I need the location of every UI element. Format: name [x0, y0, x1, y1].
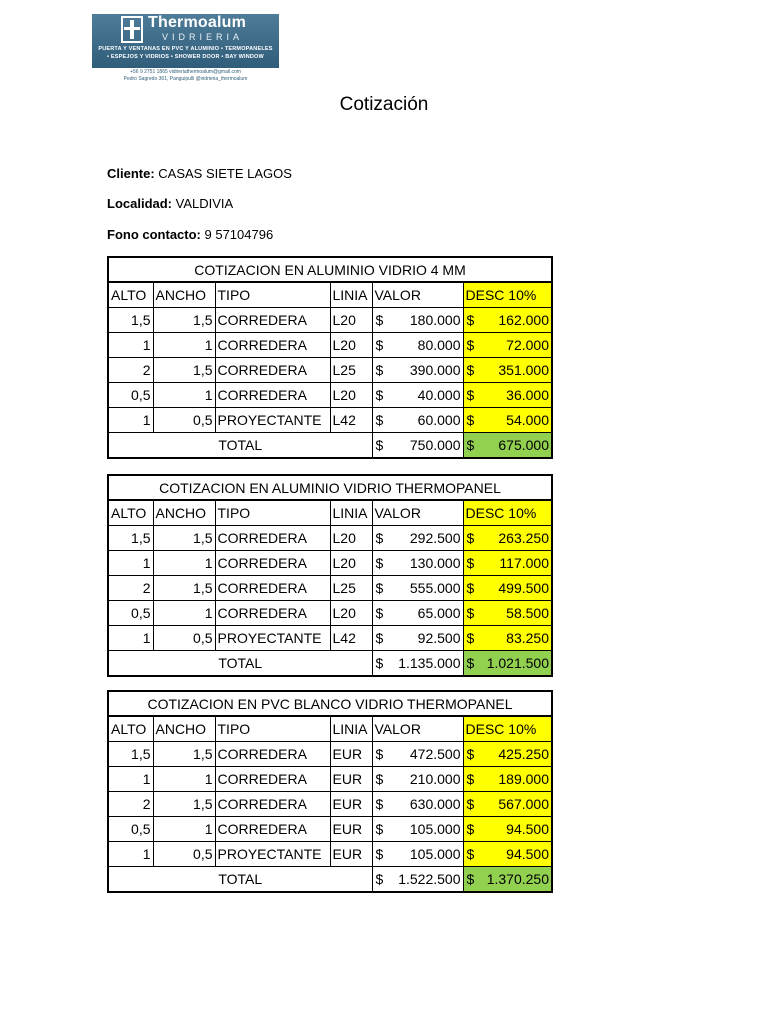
valor-cell	[372, 601, 463, 626]
amount: 58.500	[506, 605, 549, 621]
table-row	[108, 626, 552, 651]
amount: 499.500	[498, 580, 549, 596]
total-valor-cell	[372, 651, 463, 677]
currency-symbol: $	[375, 871, 384, 887]
tipo-cell: CORREDERA	[215, 308, 330, 333]
column-header: DESC 10%	[463, 500, 552, 526]
ancho-cell: 1,5	[153, 358, 215, 383]
tipo-cell: CORREDERA	[215, 551, 330, 576]
alto-cell: 2	[108, 576, 153, 601]
table-row	[108, 742, 552, 767]
amount: 40.000	[417, 387, 461, 403]
tipo-cell: CORREDERA	[215, 817, 330, 842]
logo-subtitle: VIDRIERIA	[162, 32, 244, 42]
column-header: ALTO	[108, 282, 153, 308]
alto-cell: 1	[108, 842, 153, 867]
ancho-cell: 1	[153, 817, 215, 842]
currency-symbol: $	[375, 746, 384, 762]
tipo-cell: CORREDERA	[215, 526, 330, 551]
discount-cell	[463, 551, 552, 576]
valor-cell	[372, 742, 463, 767]
currency-symbol: $	[466, 796, 475, 812]
total-row	[108, 433, 552, 459]
amount: 472.500	[409, 746, 461, 762]
column-header: LINIA	[330, 500, 372, 526]
table-row	[108, 551, 552, 576]
column-header: VALOR	[372, 282, 463, 308]
alto-cell: 1,5	[108, 308, 153, 333]
amount: 162.000	[498, 312, 549, 328]
valor-cell	[372, 576, 463, 601]
document-title: Cotización	[339, 94, 429, 115]
currency-symbol: $	[375, 312, 384, 328]
tipo-cell: PROYECTANTE	[215, 842, 330, 867]
amount: 60.000	[417, 412, 461, 428]
amount: 80.000	[417, 337, 461, 353]
valor-cell	[372, 551, 463, 576]
currency-symbol: $	[466, 437, 475, 453]
discount-cell	[463, 792, 552, 817]
logo-contact-1: +56 9 2751 1865 vidrieriathermoalum@gmail.com	[130, 69, 241, 75]
linia-cell: L42	[330, 408, 372, 433]
table-row	[108, 383, 552, 408]
discount-cell	[463, 333, 552, 358]
table-row	[108, 792, 552, 817]
table-header-row	[108, 500, 552, 526]
amount: 630.000	[409, 796, 461, 812]
currency-symbol: $	[466, 555, 475, 571]
valor-cell	[372, 358, 463, 383]
table-row	[108, 408, 552, 433]
ancho-cell: 1	[153, 333, 215, 358]
linia-cell: EUR	[330, 742, 372, 767]
linia-cell: L20	[330, 333, 372, 358]
tipo-cell: CORREDERA	[215, 383, 330, 408]
ancho-cell: 1	[153, 767, 215, 792]
total-valor-cell	[372, 867, 463, 893]
table-row	[108, 601, 552, 626]
amount: 189.000	[498, 771, 549, 787]
total-row	[108, 867, 552, 893]
column-header: ANCHO	[153, 500, 215, 526]
alto-cell: 1	[108, 408, 153, 433]
total-valor-cell	[372, 433, 463, 459]
currency-symbol: $	[375, 337, 384, 353]
linia-cell: EUR	[330, 817, 372, 842]
currency-symbol: $	[466, 580, 475, 596]
tipo-cell: CORREDERA	[215, 333, 330, 358]
amount: 351.000	[498, 362, 549, 378]
amount: 105.000	[409, 821, 461, 837]
ancho-cell: 1	[153, 383, 215, 408]
currency-symbol: $	[466, 362, 475, 378]
currency-symbol: $	[466, 846, 475, 862]
quote-table	[107, 256, 553, 459]
currency-symbol: $	[375, 580, 384, 596]
locality-label: Localidad:	[107, 196, 173, 211]
valor-cell	[372, 792, 463, 817]
linia-cell: L20	[330, 383, 372, 408]
ancho-cell: 1,5	[153, 792, 215, 817]
amount: 92.500	[417, 630, 461, 646]
linia-cell: L20	[330, 526, 372, 551]
column-header: TIPO	[215, 500, 330, 526]
column-header: VALOR	[372, 500, 463, 526]
ancho-cell: 1,5	[153, 576, 215, 601]
linia-cell: L20	[330, 308, 372, 333]
currency-symbol: $	[466, 530, 475, 546]
column-header: VALOR	[372, 716, 463, 742]
ancho-cell: 1,5	[153, 742, 215, 767]
amount: 72.000	[506, 337, 549, 353]
amount: 94.500	[506, 846, 549, 862]
column-header: ANCHO	[153, 716, 215, 742]
currency-symbol: $	[375, 555, 384, 571]
valor-cell	[372, 526, 463, 551]
tipo-cell: CORREDERA	[215, 767, 330, 792]
currency-symbol: $	[375, 530, 384, 546]
company-logo	[92, 14, 279, 68]
table-row	[108, 842, 552, 867]
alto-cell: 0,5	[108, 601, 153, 626]
ancho-cell: 0,5	[153, 842, 215, 867]
valor-cell	[372, 767, 463, 792]
amount: 130.000	[409, 555, 461, 571]
amount: 263.250	[498, 530, 549, 546]
discount-cell	[463, 817, 552, 842]
quote-table	[107, 690, 553, 893]
logo-tagline-2: • ESPEJOS Y VIDRIOS • SHOWER DOOR • BAY WINDOW	[107, 54, 264, 60]
table-caption: COTIZACION EN PVC BLANCO VIDRIO THERMOPANEL	[108, 691, 552, 716]
ancho-cell: 1	[153, 551, 215, 576]
amount: 65.000	[417, 605, 461, 621]
tipo-cell: PROYECTANTE	[215, 626, 330, 651]
amount: 1.021.500	[486, 655, 549, 671]
client-line	[107, 166, 292, 181]
linia-cell: L25	[330, 358, 372, 383]
valor-cell	[372, 308, 463, 333]
ancho-cell: 1,5	[153, 526, 215, 551]
column-header: DESC 10%	[463, 716, 552, 742]
linia-cell: EUR	[330, 842, 372, 867]
table-row	[108, 767, 552, 792]
valor-cell	[372, 817, 463, 842]
currency-symbol: $	[466, 821, 475, 837]
discount-cell	[463, 526, 552, 551]
alto-cell: 1	[108, 551, 153, 576]
linia-cell: L20	[330, 551, 372, 576]
amount: 1.522.500	[398, 871, 461, 887]
currency-symbol: $	[375, 846, 384, 862]
currency-symbol: $	[375, 821, 384, 837]
table-header-row	[108, 716, 552, 742]
linia-cell: EUR	[330, 767, 372, 792]
ancho-cell: 1	[153, 601, 215, 626]
valor-cell	[372, 333, 463, 358]
table-caption: COTIZACION EN ALUMINIO VIDRIO 4 MM	[108, 257, 552, 282]
currency-symbol: $	[375, 630, 384, 646]
currency-symbol: $	[466, 630, 475, 646]
amount: 117.000	[499, 555, 549, 571]
amount: 675.000	[498, 437, 549, 453]
discount-cell	[463, 308, 552, 333]
ancho-cell: 0,5	[153, 408, 215, 433]
tipo-cell: CORREDERA	[215, 576, 330, 601]
linia-cell: L42	[330, 626, 372, 651]
valor-cell	[372, 383, 463, 408]
total-label: TOTAL	[108, 867, 372, 893]
total-discount-cell	[463, 867, 552, 893]
currency-symbol: $	[375, 362, 384, 378]
table-row	[108, 817, 552, 842]
table-caption: COTIZACION EN ALUMINIO VIDRIO THERMOPANEL	[108, 475, 552, 500]
amount: 1.135.000	[398, 655, 461, 671]
column-header: LINIA	[330, 716, 372, 742]
currency-symbol: $	[375, 387, 384, 403]
phone-line	[107, 227, 273, 242]
currency-symbol: $	[466, 771, 475, 787]
amount: 105.000	[409, 846, 461, 862]
discount-cell	[463, 626, 552, 651]
table-row	[108, 333, 552, 358]
discount-cell	[463, 576, 552, 601]
tipo-cell: CORREDERA	[215, 358, 330, 383]
linia-cell: L20	[330, 601, 372, 626]
ancho-cell: 1,5	[153, 308, 215, 333]
discount-cell	[463, 842, 552, 867]
phone-value: 9 57104796	[200, 227, 274, 242]
column-header: TIPO	[215, 716, 330, 742]
currency-symbol: $	[466, 655, 475, 671]
amount: 83.250	[506, 630, 549, 646]
alto-cell: 1,5	[108, 742, 153, 767]
ancho-cell: 0,5	[153, 626, 215, 651]
alto-cell: 2	[108, 792, 153, 817]
table-header-row	[108, 282, 552, 308]
total-discount-cell	[463, 433, 552, 459]
amount: 54.000	[506, 412, 549, 428]
column-header: ALTO	[108, 716, 153, 742]
window-icon	[121, 16, 143, 43]
amount: 390.000	[409, 362, 461, 378]
total-label: TOTAL	[108, 433, 372, 459]
alto-cell: 0,5	[108, 817, 153, 842]
tipo-cell: CORREDERA	[215, 742, 330, 767]
currency-symbol: $	[466, 746, 475, 762]
discount-cell	[463, 358, 552, 383]
discount-cell	[463, 383, 552, 408]
alto-cell: 1	[108, 767, 153, 792]
discount-cell	[463, 767, 552, 792]
discount-cell	[463, 408, 552, 433]
amount: 94.500	[506, 821, 549, 837]
logo-name: Thermoalum	[148, 14, 247, 31]
amount: 180.000	[409, 312, 461, 328]
table-row	[108, 308, 552, 333]
currency-symbol: $	[466, 605, 475, 621]
discount-cell	[463, 742, 552, 767]
total-row	[108, 651, 552, 677]
amount: 1.370.250	[486, 871, 549, 887]
linia-cell: L25	[330, 576, 372, 601]
tipo-cell: CORREDERA	[215, 792, 330, 817]
amount: 36.000	[506, 387, 549, 403]
column-header: TIPO	[215, 282, 330, 308]
locality-line	[107, 196, 233, 211]
currency-symbol: $	[466, 871, 475, 887]
valor-cell	[372, 626, 463, 651]
amount: 555.000	[409, 580, 461, 596]
alto-cell: 1,5	[108, 526, 153, 551]
valor-cell	[372, 842, 463, 867]
alto-cell: 0,5	[108, 383, 153, 408]
total-label: TOTAL	[108, 651, 372, 677]
currency-symbol: $	[375, 437, 384, 453]
alto-cell: 1	[108, 626, 153, 651]
amount: 292.500	[409, 530, 461, 546]
linia-cell: EUR	[330, 792, 372, 817]
currency-symbol: $	[375, 605, 384, 621]
amount: 750.000	[409, 437, 461, 453]
currency-symbol: $	[375, 796, 384, 812]
logo-tagline-1: PUERTA Y VENTANAS EN PVC Y ALUMINIO • TERMOPANELES	[98, 46, 273, 52]
currency-symbol: $	[466, 387, 475, 403]
client-value: CASAS SIETE LAGOS	[154, 166, 292, 181]
locality-value: VALDIVIA	[172, 196, 234, 211]
valor-cell	[372, 408, 463, 433]
table-row	[108, 358, 552, 383]
table-row	[108, 576, 552, 601]
currency-symbol: $	[375, 655, 384, 671]
alto-cell: 1	[108, 333, 153, 358]
logo-contact-2: Pedro Sagredo 361, Panguipulli @vidrieria_thermoalum	[123, 76, 248, 82]
client-label: Cliente:	[107, 166, 155, 181]
amount: 567.000	[498, 796, 549, 812]
column-header: DESC 10%	[463, 282, 552, 308]
phone-label: Fono contacto:	[107, 227, 201, 242]
quote-table	[107, 474, 553, 677]
currency-symbol: $	[466, 412, 475, 428]
amount: 210.000	[409, 771, 461, 787]
total-discount-cell	[463, 651, 552, 677]
currency-symbol: $	[466, 337, 475, 353]
tipo-cell: CORREDERA	[215, 601, 330, 626]
column-header: ANCHO	[153, 282, 215, 308]
currency-symbol: $	[466, 312, 475, 328]
column-header: LINIA	[330, 282, 372, 308]
table-row	[108, 526, 552, 551]
amount: 425.250	[498, 746, 549, 762]
alto-cell: 2	[108, 358, 153, 383]
currency-symbol: $	[375, 771, 384, 787]
tipo-cell: PROYECTANTE	[215, 408, 330, 433]
discount-cell	[463, 601, 552, 626]
currency-symbol: $	[375, 412, 384, 428]
column-header: ALTO	[108, 500, 153, 526]
